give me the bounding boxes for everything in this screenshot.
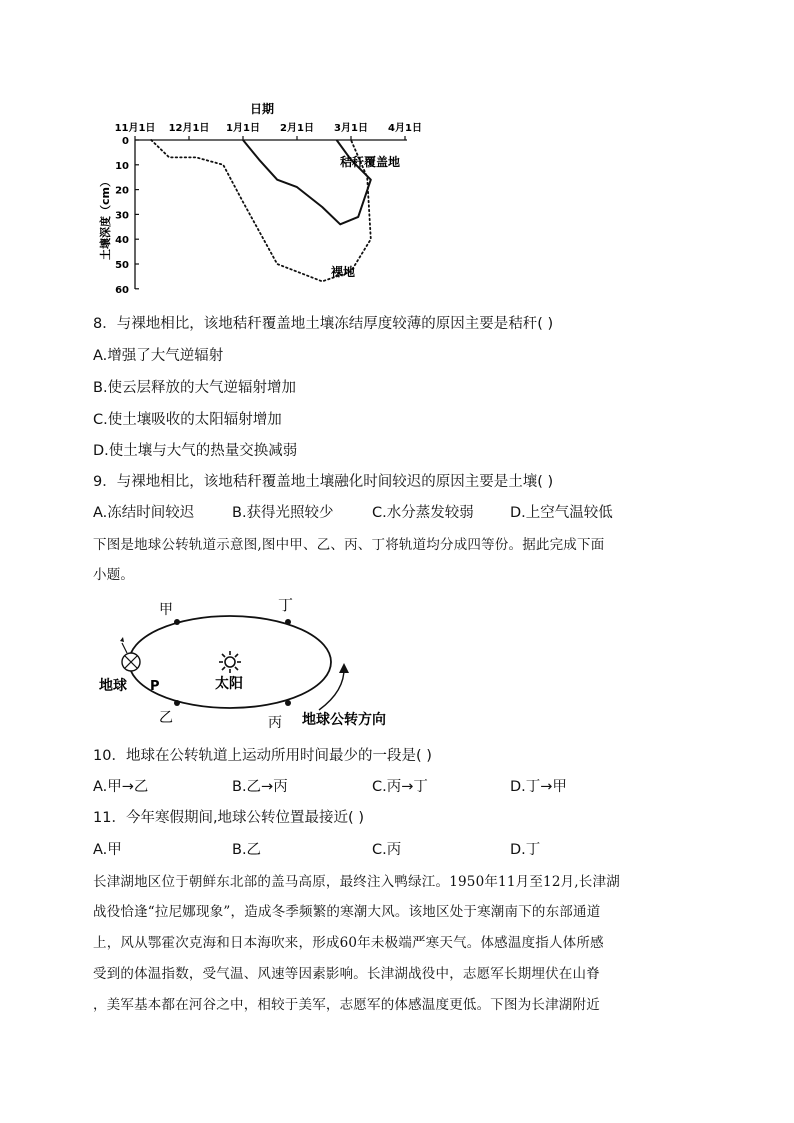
point-yi bbox=[174, 700, 180, 706]
label-ding: 丁 bbox=[278, 596, 294, 614]
label-sun: 太阳 bbox=[215, 676, 243, 692]
y-tick-label: 10 bbox=[115, 160, 129, 172]
q10-option-d: D.丁→甲 bbox=[510, 779, 567, 795]
passage-line-3: 上，风从鄂霍次克海和日本海吹来，形成60年未极端严寒天气。体感温度指人体所感 bbox=[93, 935, 604, 951]
y-tick-label: 20 bbox=[115, 185, 129, 197]
passage-line-1: 长津湖地区位于朝鲜东北部的盖马高原，最终注入鸭绿江。1950年11月至12月,长津湖 bbox=[93, 874, 620, 890]
q8-option-c: C.使土壤吸收的太阳辐射增加 bbox=[93, 412, 282, 428]
label-earth: 地球 bbox=[99, 678, 127, 694]
label-direction: 地球公转方向 bbox=[302, 712, 386, 728]
point-ding bbox=[285, 619, 291, 625]
label-yi: 乙 bbox=[159, 710, 173, 726]
intro-line-2: 小题。 bbox=[93, 567, 135, 583]
label-jia: 甲 bbox=[159, 602, 173, 618]
x-tick-label: 2月1日 bbox=[280, 123, 314, 134]
q9-option-a: A.冻结时间较迟 bbox=[93, 505, 195, 521]
y-tick-label: 30 bbox=[115, 210, 129, 222]
y-tick-labels bbox=[115, 136, 129, 296]
intro-line-1: 下图是地球公转轨道示意图,图中甲、乙、丙、丁将轨道均分成四等份。据此完成下面 bbox=[93, 537, 605, 553]
q11-stem: 11．今年寒假期间,地球公转位置最接近( ) bbox=[93, 810, 364, 826]
sun-icon bbox=[219, 651, 241, 673]
revolution-arrow-curve bbox=[319, 667, 344, 710]
y-axis-label: 土壤深度（cm） bbox=[99, 176, 112, 260]
passage-line-4: 受到的体温指数，受气温、风速等因素影响。长津湖战役中，志愿军长期埋伏在山脊 bbox=[93, 966, 600, 982]
q9-stem: 9．与裸地相比，该地秸秆覆盖地土壤融化时间较迟的原因主要是土壤( ) bbox=[93, 474, 554, 490]
q11-option-a: A.甲 bbox=[93, 842, 122, 858]
q8-option-b: B.使云层释放的大气逆辐射增加 bbox=[93, 380, 297, 396]
q10-option-a: A.甲→乙 bbox=[93, 779, 149, 795]
x-tick-label: 11月1日 bbox=[114, 123, 156, 134]
x-tick-label: 12月1日 bbox=[168, 123, 210, 134]
y-tick-label: 60 bbox=[115, 284, 129, 296]
earth-icon bbox=[120, 637, 140, 671]
q9-option-c: C.水分蒸发较弱 bbox=[372, 505, 474, 521]
point-bing bbox=[285, 700, 291, 706]
q8-stem: 8．与裸地相比，该地秸秆覆盖地土壤冻结厚度较薄的原因主要是秸秆( ) bbox=[93, 316, 554, 332]
q8-option-d: D.使土壤与大气的热量交换减弱 bbox=[93, 443, 298, 459]
x-tick-label: 3月1日 bbox=[334, 123, 368, 134]
series-label-bare: 裸地 bbox=[331, 265, 356, 279]
q11-option-c: C.丙 bbox=[372, 842, 402, 858]
q8-option-a: A.增强了大气逆辐射 bbox=[93, 348, 224, 364]
series-straw-covered-line bbox=[243, 140, 371, 224]
q11-option-d: D.丁 bbox=[510, 842, 541, 858]
label-p: P bbox=[150, 679, 160, 694]
y-tick-label: 0 bbox=[122, 136, 129, 147]
y-tick-label: 40 bbox=[115, 235, 129, 247]
q10-option-b: B.乙→丙 bbox=[232, 779, 288, 795]
arrow-head-icon bbox=[339, 663, 349, 673]
label-bing: 丙 bbox=[268, 715, 282, 731]
x-tick-labels bbox=[115, 121, 422, 134]
chart-axis-title: 日期 bbox=[249, 102, 275, 116]
x-tick-label: 4月1日 bbox=[388, 123, 422, 134]
q10-stem: 10．地球在公转轨道上运动所用时间最少的一段是( ) bbox=[93, 748, 432, 764]
passage-line-2: 战役恰逢“拉尼娜现象”，造成冬季频繁的寒潮大风。该地区处于寒潮南下的东部通道 bbox=[93, 904, 601, 920]
q9-option-d: D.上空气温较低 bbox=[510, 505, 613, 521]
q11-option-b: B.乙 bbox=[232, 842, 262, 858]
soil-depth-chart bbox=[95, 100, 425, 300]
x-tick-label: 1月1日 bbox=[226, 123, 260, 134]
q9-option-b: B.获得光照较少 bbox=[232, 505, 334, 521]
series-label-straw: 秸秆覆盖地 bbox=[340, 155, 401, 169]
earth-orbit-diagram bbox=[93, 593, 423, 733]
q10-option-c: C.丙→丁 bbox=[372, 779, 428, 795]
y-tick-label: 50 bbox=[115, 260, 129, 271]
point-jia bbox=[174, 619, 180, 625]
passage-line-5: ，美军基本都在河谷之中，相较于美军，志愿军的体感温度更低。下图为长津湖附近 bbox=[93, 997, 600, 1013]
orbit-ellipse bbox=[129, 616, 331, 708]
